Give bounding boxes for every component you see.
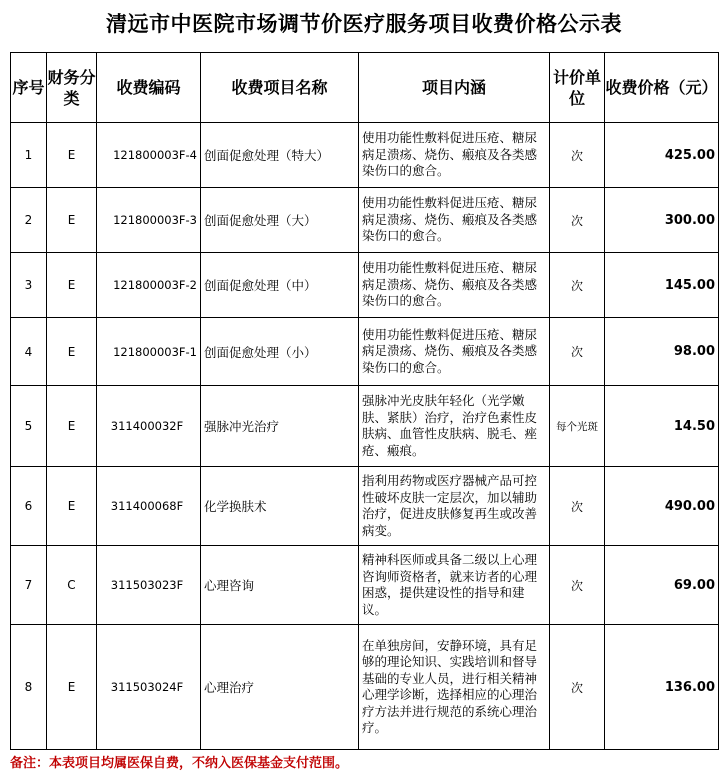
row-code: 121800003F-2 <box>97 253 201 318</box>
row-content: 使用功能性敷料促进压疮、糖尿病足溃疡、烧伤、瘢痕及各类感染伤口的愈合。 <box>359 123 550 188</box>
row-unit: 次 <box>550 253 605 318</box>
row-price: 145.00 <box>605 253 719 318</box>
header-category: 财务分类 <box>47 53 97 123</box>
row-seq: 2 <box>11 188 47 253</box>
row-unit: 次 <box>550 318 605 386</box>
footer-note: 备注：本表项目均属医保自费，不纳入医保基金支付范围。 <box>10 756 349 771</box>
page-title: 清远市中医院市场调节价医疗服务项目收费价格公示表 <box>106 11 622 36</box>
table-row <box>11 467 719 546</box>
row-seq: 5 <box>11 386 47 467</box>
row-category: C <box>47 546 97 625</box>
row-seq: 6 <box>11 467 47 546</box>
header-seq: 序号 <box>11 53 47 123</box>
row-category: E <box>47 188 97 253</box>
table-row <box>11 123 719 188</box>
row-price: 300.00 <box>605 188 719 253</box>
header-content: 项目内涵 <box>359 53 550 123</box>
header-name: 收费项目名称 <box>201 53 359 123</box>
row-unit: 次 <box>550 467 605 546</box>
row-seq: 8 <box>11 625 47 750</box>
row-category: E <box>47 318 97 386</box>
row-content: 使用功能性敷料促进压疮、糖尿病足溃疡、烧伤、瘢痕及各类感染伤口的愈合。 <box>359 253 550 318</box>
table-row <box>11 386 719 467</box>
table-row <box>11 546 719 625</box>
row-price: 98.00 <box>605 318 719 386</box>
row-code: 311503024F <box>97 625 201 750</box>
row-seq: 7 <box>11 546 47 625</box>
row-unit: 次 <box>550 546 605 625</box>
price-table <box>10 52 719 750</box>
row-price: 136.00 <box>605 625 719 750</box>
row-unit: 次 <box>550 188 605 253</box>
row-category: E <box>47 123 97 188</box>
row-price: 14.50 <box>605 386 719 467</box>
row-name: 创面促愈处理（特大） <box>201 123 359 188</box>
row-code: 311400032F <box>97 386 201 467</box>
row-name: 创面促愈处理（中） <box>201 253 359 318</box>
row-price: 425.00 <box>605 123 719 188</box>
row-category: E <box>47 386 97 467</box>
row-name: 创面促愈处理（大） <box>201 188 359 253</box>
row-category: E <box>47 467 97 546</box>
row-code: 311503023F <box>97 546 201 625</box>
row-unit: 每个光斑 <box>550 386 605 467</box>
row-seq: 1 <box>11 123 47 188</box>
row-content: 强脉冲光皮肤年轻化（光学嫩肤、紧肤）治疗，治疗色素性皮肤病、血管性皮肤病、脱毛、痤疮、瘢痕。 <box>359 386 550 467</box>
row-content: 使用功能性敷料促进压疮、糖尿病足溃疡、烧伤、瘢痕及各类感染伤口的愈合。 <box>359 318 550 386</box>
row-name: 强脉冲光治疗 <box>201 386 359 467</box>
header-price: 收费价格（元） <box>605 53 719 123</box>
table-row <box>11 188 719 253</box>
row-category: E <box>47 625 97 750</box>
row-code: 121800003F-3 <box>97 188 201 253</box>
row-price: 69.00 <box>605 546 719 625</box>
row-seq: 4 <box>11 318 47 386</box>
row-category: E <box>47 253 97 318</box>
row-code: 121800003F-4 <box>97 123 201 188</box>
row-content: 指利用药物或医疗器械产品可控性破坏皮肤一定层次，加以辅助治疗，促进皮肤修复再生或改善病变。 <box>359 467 550 546</box>
row-unit: 次 <box>550 625 605 750</box>
header-row <box>11 53 719 123</box>
row-unit: 次 <box>550 123 605 188</box>
header-code: 收费编码 <box>97 53 201 123</box>
row-name: 心理治疗 <box>201 625 359 750</box>
table-row <box>11 253 719 318</box>
header-unit: 计价单位 <box>550 53 605 123</box>
row-content: 在单独房间，安静环境，具有足够的理论知识、实践培训和督导基础的专业人员，进行相关精神心理学诊断，选择相应的心理治疗方法并进行规范的系统心理治疗。 <box>359 625 550 750</box>
row-price: 490.00 <box>605 467 719 546</box>
table-row <box>11 318 719 386</box>
row-name: 化学换肤术 <box>201 467 359 546</box>
row-name: 创面促愈处理（小） <box>201 318 359 386</box>
row-code: 121800003F-1 <box>97 318 201 386</box>
row-code: 311400068F <box>97 467 201 546</box>
row-seq: 3 <box>11 253 47 318</box>
table-row <box>11 625 719 750</box>
row-content: 使用功能性敷料促进压疮、糖尿病足溃疡、烧伤、瘢痕及各类感染伤口的愈合。 <box>359 188 550 253</box>
row-content: 精神科医师或具备二级以上心理咨询师资格者，就来访者的心理困惑，提供建设性的指导和建议。 <box>359 546 550 625</box>
row-name: 心理咨询 <box>201 546 359 625</box>
